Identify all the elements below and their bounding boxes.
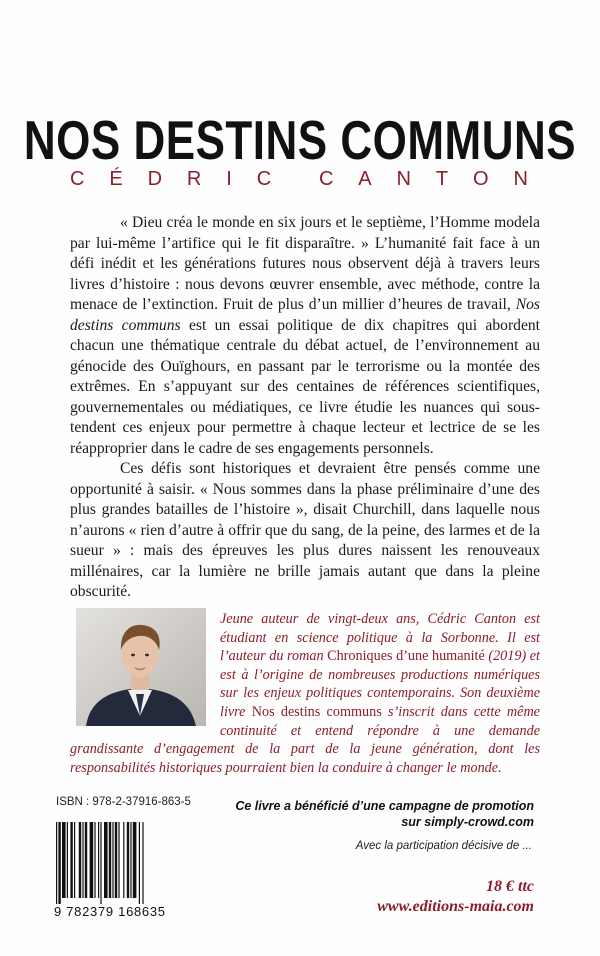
barcode-bar <box>79 822 81 898</box>
author-letter: C <box>70 168 87 190</box>
barcode-bar <box>70 822 72 898</box>
barcode-bar <box>82 822 83 898</box>
barcode-bar <box>109 822 111 898</box>
bio-book-title: Chroniques d’une humanité <box>327 648 485 665</box>
blurb-paragraph-2: Ces défis sont historiques et devraient être pensés comme une opportunité à saisir. « Nous sommes dans la phase préliminaire d’une des plus grandes batailles de l’histoire », disait Churchill, dans laquelle nous n’aurons « rien d’autre à offrir que du sang, de la peine, des larmes et de la sueur » : mais des épreuves les plus dures naissent les renouveaux millénaires, car la lumière ne brille jamais autant que dans la pleine obscurité. <box>70 460 540 600</box>
barcode-bar <box>100 822 101 904</box>
barcode-bar <box>123 822 124 898</box>
isbn-label: ISBN : 978-2-37916-863-5 <box>56 796 191 808</box>
author-letter: N <box>396 168 413 190</box>
barcode-bar <box>58 822 60 904</box>
bio-photo-spacer <box>70 610 220 740</box>
author-name <box>70 168 530 191</box>
author-letter: I <box>226 168 234 190</box>
promo-line: Ce livre a bénéficié d’une campagne de promotion <box>235 799 534 813</box>
barcode-bar <box>133 822 137 898</box>
promo-line: sur simply-crowd.com <box>401 815 534 829</box>
bio-book-title: Nos destins communs <box>251 703 382 720</box>
barcode-bar <box>127 822 129 898</box>
barcode-bar <box>74 822 75 898</box>
author-bio <box>70 610 540 777</box>
author-letter: A <box>358 168 374 190</box>
barcode-bar <box>115 822 117 898</box>
blurb-paragraph-1 <box>70 213 540 459</box>
author-letter: C <box>318 168 336 190</box>
barcode-bar <box>67 822 68 898</box>
promo-text <box>234 798 534 830</box>
barcode-bar <box>85 822 87 898</box>
participation-text: Avec la participation décisive de ... <box>355 840 532 852</box>
barcode-bar <box>56 822 57 904</box>
blurb-text: « Dieu créa le monde en six jours et le septième, l’Homme modela par lui-même l’artifice qui le fit disparaître. » L’humanité fait face à un défi inédit et les générations futures nous observent déjà à travers leurs livres d’histoire : nous devons œuvrer ensemble, avec méthode, contre la menace de l’extinction. Fruit de plus d’un millier d’heures de travail, <box>70 214 540 313</box>
author-letter: D <box>147 168 165 190</box>
author-letter: O <box>472 168 491 190</box>
bio-text: (2019) et est à l’origine de nombreuses productions numériques sur les enjeux politiques contemporains. Son deuxième livre <box>220 648 540 720</box>
book-title: NOS DESTINS COMMUNS <box>23 110 577 172</box>
barcode-image <box>56 822 172 904</box>
bio-text: Jeune auteur de vingt-deux ans, Cédric Canton est étudiant en science politique à la Sorbonne. Il est l’auteur du roman <box>220 611 540 665</box>
publisher-website: www.editions-maia.com <box>377 898 534 915</box>
author-letter: C <box>256 168 274 190</box>
barcode-bar <box>104 822 108 898</box>
barcode-bar <box>62 822 66 898</box>
author-letter: N <box>513 168 530 190</box>
blurb-text: est un essai politique de dix chapitres qui abordent chacun une thématique centrale du débat actuel, de l’environnement au génocide des Ouïghours, en passant par le terrorisme ou la montée des extrêmes. En s’appuyant sur des centaines de références scientifiques, gouvernementales ou médiatiques, ce livre étudie les nuances qui sous-tendent ces enjeux pour permettre à chaque lecteur et lectrice de se les réapproprier dans le cadre de ses engagements personnels. <box>70 316 540 457</box>
author-letter: É <box>109 168 125 190</box>
blurb-book-title: Nos destins communs <box>70 296 540 334</box>
bio-text: s’inscrit dans cette même continuité et entend répondre à une demande grandissante d’engagement de la part de la jeune génération, dont les responsabilités historiques pourraient bien la conduire à changer le monde. <box>70 703 540 776</box>
barcode-bar <box>98 822 99 898</box>
author-letter: T <box>435 168 451 190</box>
barcode-bar <box>139 822 140 904</box>
barcode-bar <box>130 822 131 898</box>
book-blurb <box>70 213 540 603</box>
barcode-bar <box>90 822 94 898</box>
barcode-bar <box>112 822 113 898</box>
author-letter: R <box>186 168 204 190</box>
barcode-bar <box>118 822 119 898</box>
barcode-bar <box>142 822 143 904</box>
barcode-digits: 9 782379 168635 <box>54 904 166 919</box>
price-label: 18 € ttc <box>486 878 534 895</box>
barcode-bar <box>94 822 95 898</box>
